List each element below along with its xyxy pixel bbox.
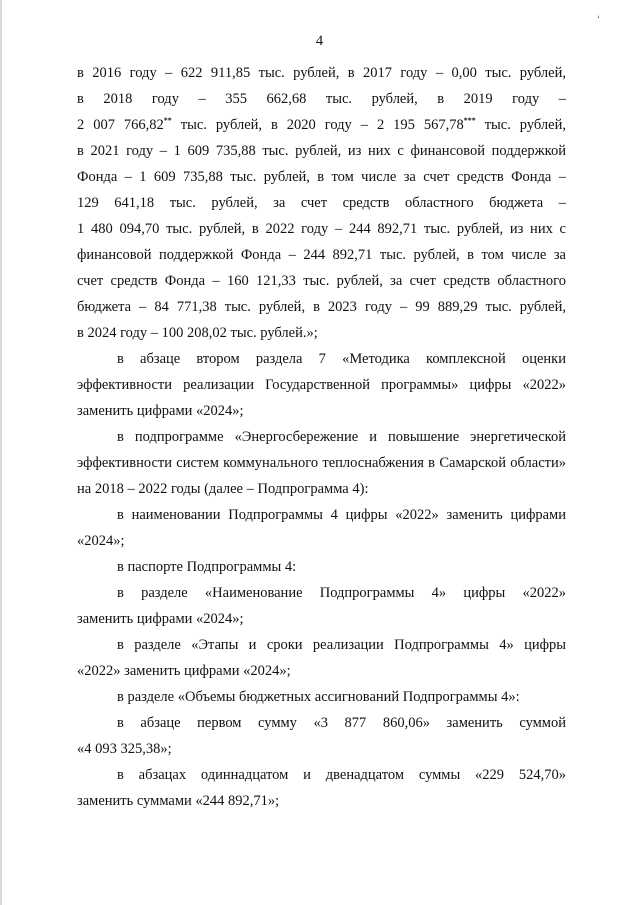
paragraph bbox=[77, 684, 566, 710]
text-line: в 2016 году – 622 911,85 тыс. рублей, в 2017 году – 0,00 тыс. рублей, bbox=[77, 65, 566, 81]
text-line: в абзаце втором раздела 7 «Методика комплексной оценки bbox=[117, 351, 566, 367]
scan-edge-left bbox=[0, 0, 2, 905]
paragraph bbox=[77, 632, 566, 684]
footnote-marker: ** bbox=[163, 116, 172, 126]
text-line: «2024»; bbox=[77, 533, 125, 549]
text-line: в подпрограмме «Энергосбережение и повышение энергетической bbox=[117, 429, 566, 445]
paragraph bbox=[77, 346, 566, 424]
text-line: в разделе «Этапы и сроки реализации Подпрограммы 4» цифры bbox=[117, 637, 566, 653]
paragraph bbox=[77, 762, 566, 814]
paragraph bbox=[77, 502, 566, 554]
page-number: 4 bbox=[315, 33, 324, 49]
text-line: заменить суммами «244 892,71»; bbox=[77, 793, 280, 809]
paragraph bbox=[77, 710, 566, 762]
text-line: эффективности систем коммунального теплоснабжения в Самарской области» bbox=[77, 455, 566, 471]
text-line: счет средств Фонда – 160 121,33 тыс. рублей, за счет средств областного bbox=[77, 273, 566, 289]
text-line: в разделе «Наименование Подпрограммы 4» цифры «2022» bbox=[117, 585, 566, 601]
paragraph bbox=[77, 424, 566, 502]
footnote-marker: *** bbox=[463, 116, 476, 126]
text-line: в абзаце первом сумму «3 877 860,06» заменить суммой bbox=[117, 715, 566, 731]
text-line: на 2018 – 2022 годы (далее – Подпрограмма 4): bbox=[77, 481, 369, 497]
text-line: в 2018 году – 355 662,68 тыс. рублей, в 2019 году – bbox=[77, 91, 566, 107]
text-line: финансовой поддержкой Фонда – 244 892,71 тыс. рублей, в том числе за bbox=[77, 247, 566, 263]
text-line: в разделе «Объемы бюджетных ассигнований Подпрограммы 4»: bbox=[117, 689, 520, 705]
text-line: бюджета – 84 771,38 тыс. рублей, в 2023 году – 99 889,29 тыс. рублей, bbox=[77, 299, 566, 315]
text-line: в 2021 году – 1 609 735,88 тыс. рублей, из них с финансовой поддержкой bbox=[77, 143, 566, 159]
document-body bbox=[77, 60, 566, 814]
paragraph bbox=[77, 60, 566, 346]
text-line: эффективности реализации Государственной программы» цифры «2022» bbox=[77, 377, 566, 393]
paragraph bbox=[77, 580, 566, 632]
paragraph bbox=[77, 554, 566, 580]
text-line: Фонда – 1 609 735,88 тыс. рублей, в том числе за счет средств Фонда – bbox=[77, 169, 566, 185]
text-line: «2022» заменить цифрами «2024»; bbox=[77, 663, 291, 679]
text-line: 2 007 766,82** тыс. рублей, в 2020 году – 2 195 567,78*** тыс. рублей, bbox=[77, 116, 566, 133]
text-line: в паспорте Подпрограммы 4: bbox=[117, 559, 297, 575]
text-line: заменить цифрами «2024»; bbox=[77, 611, 244, 627]
text-line: 1 480 094,70 тыс. рублей, в 2022 году – 244 892,71 тыс. рублей, из них с bbox=[77, 221, 566, 237]
text-line: в наименовании Подпрограммы 4 цифры «2022» заменить цифрами bbox=[117, 507, 566, 523]
text-line: в абзацах одиннадцатом и двенадцатом суммы «229 524,70» bbox=[117, 767, 566, 783]
text-line: заменить цифрами «2024»; bbox=[77, 403, 244, 419]
corner-mark: ʻ bbox=[597, 14, 600, 24]
text-line: «4 093 325,38»; bbox=[77, 741, 172, 757]
text-line: 129 641,18 тыс. рублей, за счет средств областного бюджета – bbox=[77, 195, 566, 211]
text-line: в 2024 году – 100 208,02 тыс. рублей.»; bbox=[77, 325, 318, 341]
